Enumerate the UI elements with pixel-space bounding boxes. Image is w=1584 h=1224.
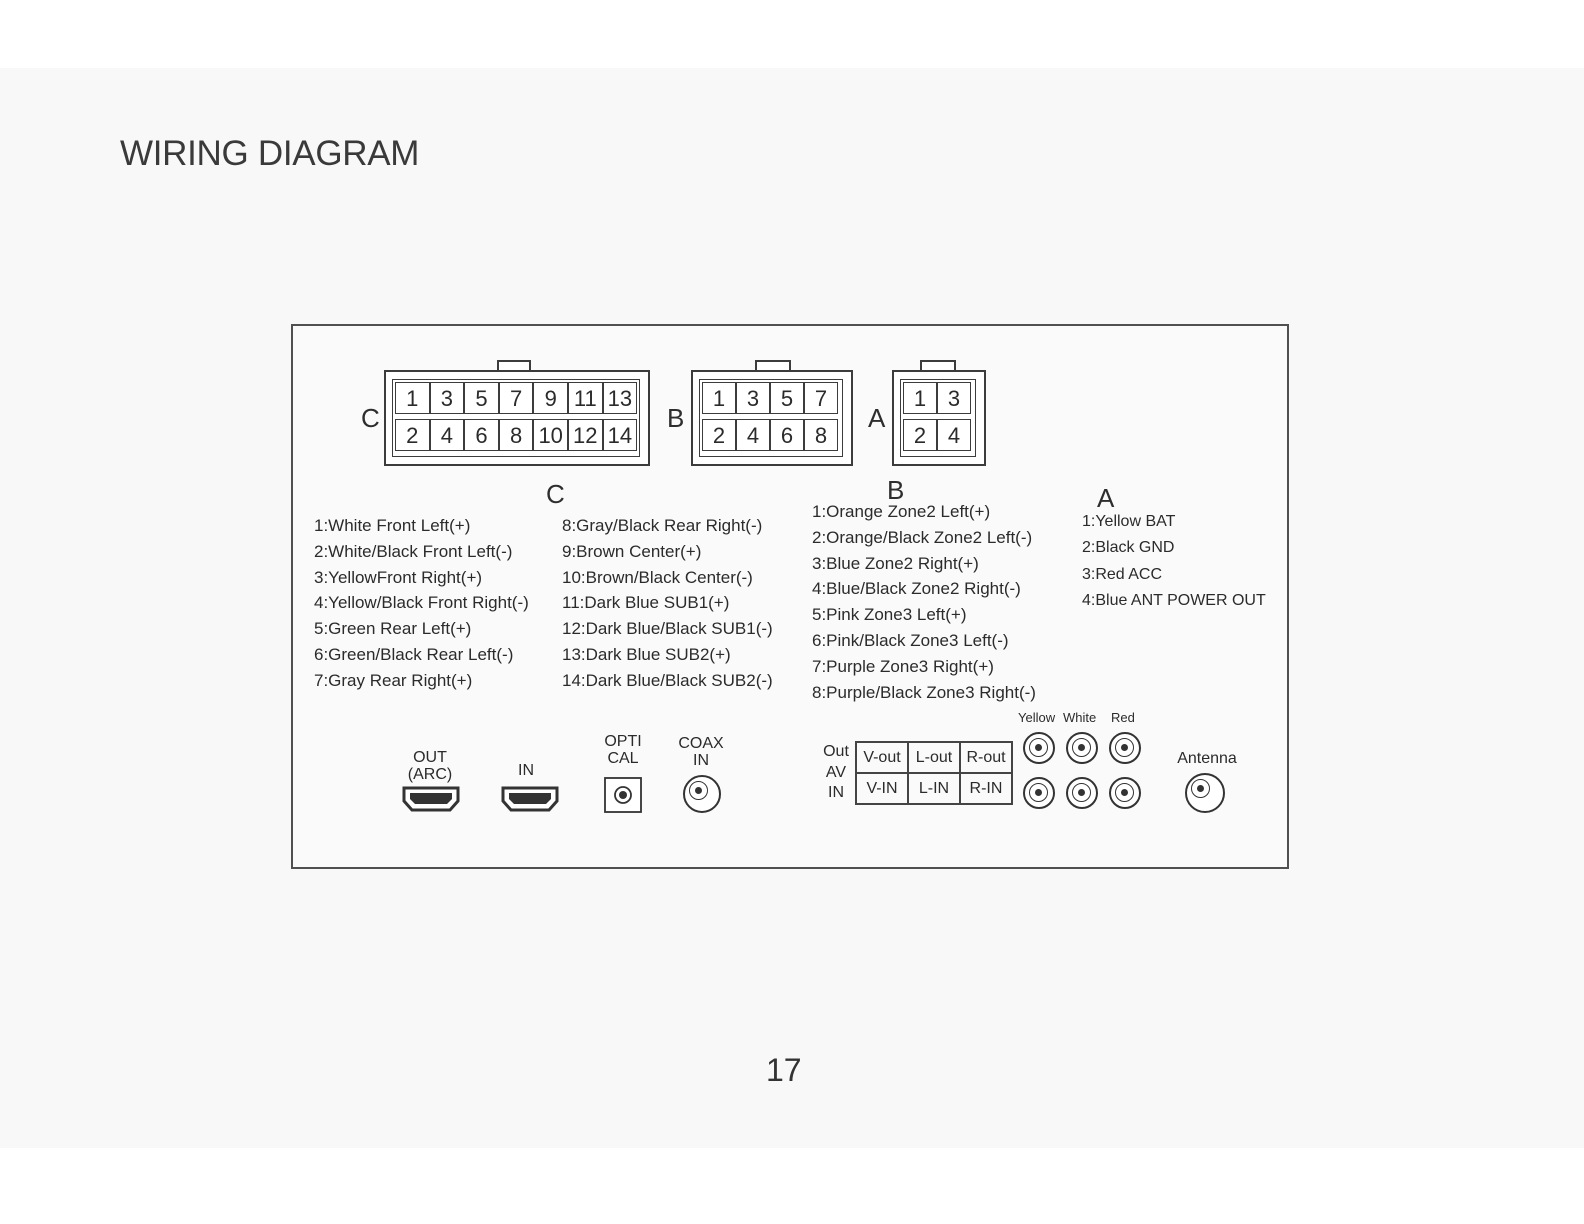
connector-b-label: B bbox=[667, 403, 685, 433]
rca-white-label: White bbox=[1063, 710, 1097, 725]
wire-label: 2:White/Black Front Left(-) bbox=[314, 541, 513, 561]
wire-label: 11:Dark Blue SUB1(+) bbox=[562, 593, 730, 613]
antenna-port-icon[interactable] bbox=[1185, 773, 1225, 813]
wire-label: 1:Orange Zone2 Left(+) bbox=[812, 502, 991, 521]
rca-yellow-out-icon[interactable] bbox=[1023, 732, 1055, 764]
wire-label: 7:Purple Zone3 Right(+) bbox=[812, 656, 994, 676]
connector-c-pin: 6 bbox=[464, 419, 499, 451]
wire-label: 12:Dark Blue/Black SUB1(-) bbox=[562, 619, 773, 639]
connector-a-pin: 3 bbox=[937, 382, 971, 414]
connector-b-pin: 7 bbox=[804, 382, 838, 414]
wire-label: 3:Red ACC bbox=[1082, 565, 1163, 583]
l-in-cell: L-IN bbox=[908, 773, 960, 804]
hdmi-out-port-icon[interactable] bbox=[401, 785, 461, 813]
connector-c-pin: 14 bbox=[603, 419, 638, 451]
connector-b-pin: 8 bbox=[804, 419, 838, 451]
connector-c-label: C bbox=[361, 403, 380, 433]
rca-red-label: Red bbox=[1111, 710, 1135, 725]
coax-label: COAX IN bbox=[678, 735, 724, 769]
v-in-cell: V-IN bbox=[856, 773, 908, 804]
connector-b-pin: 4 bbox=[736, 419, 770, 451]
rca-red-out-icon[interactable] bbox=[1109, 732, 1141, 764]
connector-c-pin: 13 bbox=[603, 382, 638, 414]
hdmi-in-label: IN bbox=[518, 762, 534, 779]
l-out-cell: L-out bbox=[908, 742, 960, 773]
wire-label: 2:Black GND bbox=[1082, 539, 1175, 557]
wire-label: 13:Dark Blue SUB2(+) bbox=[562, 645, 731, 664]
page-number: 17 bbox=[766, 1052, 802, 1088]
optical-port-icon[interactable] bbox=[603, 776, 643, 814]
connector-a-pin: 2 bbox=[903, 419, 937, 451]
hdmi-in-port-icon[interactable] bbox=[500, 785, 560, 813]
connector-c-caption: C bbox=[546, 479, 565, 509]
wire-label: 10:Brown/Black Center(-) bbox=[562, 567, 753, 587]
connector-b-pin: 2 bbox=[702, 419, 736, 451]
connector-b-pin: 3 bbox=[736, 382, 770, 414]
connector-c-pin: 7 bbox=[499, 382, 534, 414]
wire-label: 14:Dark Blue/Black SUB2(-) bbox=[562, 670, 773, 690]
wire-label: 4:Blue/Black Zone2 Right(-) bbox=[812, 579, 1021, 599]
connector-a-pin: 1 bbox=[903, 382, 937, 414]
wire-label: 6:Green/Black Rear Left(-) bbox=[314, 645, 514, 664]
antenna-label: Antenna bbox=[1177, 750, 1237, 767]
connector-a-pin: 4 bbox=[937, 419, 971, 451]
wire-label: 4:Blue ANT POWER OUT bbox=[1082, 591, 1266, 609]
connector-c-pin: 2 bbox=[395, 419, 430, 451]
connector-b-pin: 6 bbox=[770, 419, 804, 451]
av-out-label: Out bbox=[823, 743, 849, 760]
wire-label: 8:Purple/Black Zone3 Right(-) bbox=[812, 682, 1036, 702]
hdmi-out-label: OUT (ARC) bbox=[407, 749, 453, 783]
wire-label: 2:Orange/Black Zone2 Left(-) bbox=[812, 527, 1033, 547]
wire-label: 7:Gray Rear Right(+) bbox=[314, 670, 473, 690]
wire-label: 3:Blue Zone2 Right(+) bbox=[812, 553, 979, 573]
av-in-label: IN bbox=[828, 784, 844, 801]
optical-label: OPTI CAL bbox=[604, 733, 642, 767]
r-in-cell: R-IN bbox=[960, 773, 1012, 804]
connector-c-pin: 11 bbox=[568, 382, 603, 414]
connector-b-pin: 5 bbox=[770, 382, 804, 414]
connector-b-pin: 1 bbox=[702, 382, 736, 414]
connector-a-label: A bbox=[868, 403, 886, 433]
rca-white-out-icon[interactable] bbox=[1066, 732, 1098, 764]
wire-label: 1:White Front Left(+) bbox=[314, 516, 471, 535]
wire-label: 9:Brown Center(+) bbox=[562, 541, 702, 561]
wire-label: 1:Yellow BAT bbox=[1082, 513, 1176, 530]
rca-yellow-in-icon[interactable] bbox=[1023, 777, 1055, 809]
wire-label: 5:Pink Zone3 Left(+) bbox=[812, 605, 967, 625]
rca-white-in-icon[interactable] bbox=[1066, 777, 1098, 809]
connector-c-pin: 8 bbox=[499, 419, 534, 451]
av-label: AV bbox=[825, 764, 847, 781]
wire-label: 6:Pink/Black Zone3 Left(-) bbox=[812, 631, 1009, 650]
connector-c-pin: 12 bbox=[568, 419, 603, 451]
connector-c-pin: 4 bbox=[430, 419, 465, 451]
wire-label: 5:Green Rear Left(+) bbox=[314, 619, 472, 639]
av-grid bbox=[855, 741, 1013, 805]
connector-a-caption: A bbox=[1097, 483, 1115, 513]
connector-c-pin: 5 bbox=[464, 382, 499, 414]
connector-c-pin: 9 bbox=[533, 382, 568, 414]
coax-port-icon[interactable] bbox=[683, 775, 721, 813]
connector-c-pin: 3 bbox=[430, 382, 465, 414]
connector-c-pin: 10 bbox=[533, 419, 568, 451]
rca-red-in-icon[interactable] bbox=[1109, 777, 1141, 809]
v-out-cell: V-out bbox=[856, 742, 908, 773]
page-title: WIRING DIAGRAM bbox=[120, 134, 420, 173]
wire-label: 8:Gray/Black Rear Right(-) bbox=[562, 516, 763, 535]
wire-label: 4:Yellow/Black Front Right(-) bbox=[314, 593, 529, 613]
r-out-cell: R-out bbox=[960, 742, 1012, 773]
connector-b-caption: B bbox=[887, 475, 905, 505]
rca-yellow-label: Yellow bbox=[1018, 710, 1056, 725]
connector-c-pin: 1 bbox=[395, 382, 430, 414]
wire-label: 3:YellowFront Right(+) bbox=[314, 567, 483, 587]
